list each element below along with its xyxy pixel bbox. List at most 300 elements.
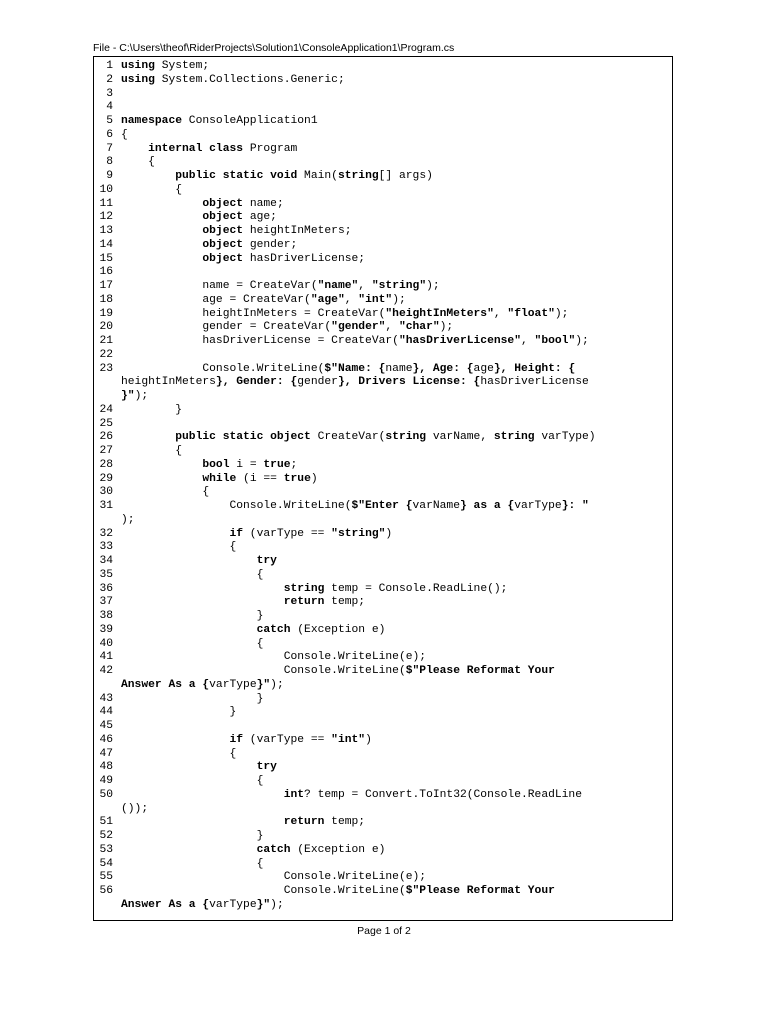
- line-code: [121, 74, 345, 88]
- code-token: Program: [243, 142, 298, 155]
- line-number: 13: [99, 225, 113, 237]
- string-token: "hasDriverLicense": [398, 335, 521, 347]
- keyword-token: string: [337, 170, 379, 182]
- code-token: {: [121, 747, 237, 760]
- keyword-token: public static object: [175, 431, 311, 444]
- code-line: [94, 514, 672, 528]
- code-token: CreateVar(: [310, 431, 386, 444]
- line-number: 50: [99, 788, 113, 801]
- file-path-header: File - C:\Users\theof\RiderProjects\Solution1\ConsoleApplication1\Program.cs: [93, 42, 455, 54]
- code-line: [94, 115, 672, 129]
- line-number: 35: [99, 568, 113, 581]
- code-line: [94, 418, 672, 432]
- string-token: $"Please Reformat Your: [405, 885, 555, 897]
- string-token: "int": [358, 293, 393, 306]
- line-number: 2: [106, 73, 113, 86]
- code-line: [94, 486, 672, 500]
- keyword-token: if: [229, 733, 244, 746]
- code-token: }: [121, 610, 264, 622]
- code-token: ;: [290, 458, 298, 471]
- code-line: [94, 528, 672, 542]
- code-line: [94, 541, 672, 555]
- string-token: "char": [398, 321, 440, 334]
- line-number: 41: [99, 651, 113, 664]
- keyword-token: public static void: [175, 170, 298, 182]
- keyword-token: return: [283, 596, 325, 609]
- line-code: [121, 143, 297, 157]
- code-token: (varType ==: [243, 733, 332, 746]
- code-line: [94, 431, 672, 445]
- code-token: );: [270, 898, 284, 911]
- keyword-token: true: [283, 472, 311, 485]
- string-token: }: ": [561, 500, 589, 512]
- line-number: 40: [99, 637, 113, 650]
- code-token: ,: [493, 307, 508, 320]
- line-code: [121, 500, 589, 514]
- line-code: [121, 486, 209, 500]
- line-code: [121, 569, 263, 583]
- code-token: temp;: [324, 596, 366, 609]
- line-code: [121, 225, 352, 239]
- code-token: [121, 239, 202, 251]
- keyword-token: object: [202, 238, 244, 251]
- line-code: [121, 789, 582, 803]
- keyword-token: string: [283, 582, 325, 595]
- string-token: "string": [331, 527, 386, 540]
- line-number: 32: [99, 527, 113, 540]
- line-number: 19: [99, 307, 113, 320]
- keyword-token: catch: [256, 623, 291, 636]
- code-line: [94, 844, 672, 858]
- line-number: 18: [99, 293, 113, 306]
- code-line: [94, 170, 672, 184]
- line-code: [121, 734, 372, 748]
- code-token: }: [121, 830, 264, 842]
- code-token: age = CreateVar(: [121, 293, 311, 306]
- code-token: name;: [243, 197, 284, 210]
- keyword-token: int: [283, 788, 305, 801]
- code-line: [94, 88, 672, 102]
- string-token: $"Enter {: [351, 500, 413, 512]
- line-number: 20: [99, 321, 113, 334]
- code-token: [121, 225, 202, 237]
- code-token: System;: [161, 60, 210, 72]
- line-code: [121, 253, 365, 267]
- line-code: [121, 390, 148, 404]
- line-number: 56: [99, 885, 113, 897]
- code-token: [121, 816, 284, 828]
- line-number: 55: [99, 871, 113, 884]
- line-code: [121, 321, 453, 335]
- code-token: {: [121, 156, 155, 169]
- string-token: }": [256, 898, 271, 911]
- line-code: [121, 376, 589, 390]
- code-line: [94, 239, 672, 253]
- line-code: [121, 885, 555, 899]
- code-token: {: [121, 486, 210, 499]
- string-token: $"Name: {: [324, 362, 386, 375]
- line-code: [121, 706, 236, 720]
- code-token: heightInMeters: [121, 376, 216, 389]
- string-token: Answer As a {: [121, 898, 210, 911]
- line-code: [121, 211, 277, 225]
- code-token: Console.WriteLine(: [121, 362, 325, 375]
- keyword-token: while: [202, 472, 237, 485]
- code-line: [94, 679, 672, 693]
- code-line: [94, 294, 672, 308]
- code-line: [94, 871, 672, 885]
- code-token: ,: [520, 335, 535, 347]
- string-token: "int": [331, 733, 366, 746]
- string-token: "name": [317, 280, 359, 292]
- line-number: 10: [99, 183, 113, 196]
- line-number: 53: [99, 843, 113, 856]
- string-token: "heightInMeters": [385, 307, 494, 320]
- line-code: [121, 363, 575, 377]
- line-code: [121, 638, 263, 652]
- string-token: }": [256, 678, 271, 691]
- line-number: 42: [99, 665, 113, 677]
- keyword-token: try: [256, 761, 277, 774]
- keyword-token: object: [202, 197, 244, 210]
- line-code: [121, 473, 318, 487]
- code-line: [94, 555, 672, 569]
- code-line: [94, 569, 672, 583]
- code-listing-frame: [93, 56, 673, 921]
- code-token: varType: [209, 898, 257, 911]
- line-code: [121, 528, 392, 542]
- code-token: Console.WriteLine(e);: [121, 651, 427, 664]
- code-token: ConsoleApplication1: [188, 115, 318, 127]
- code-token: gender = CreateVar(: [121, 321, 332, 334]
- line-code: [121, 871, 426, 885]
- code-token: [121, 789, 284, 801]
- line-code: [121, 858, 263, 872]
- code-line: [94, 734, 672, 748]
- line-number: 43: [99, 692, 113, 705]
- code-token: [] args): [378, 170, 433, 182]
- code-line: [94, 720, 672, 734]
- code-token: varName,: [426, 431, 494, 444]
- code-token: [121, 596, 284, 608]
- code-token: varType): [534, 431, 596, 444]
- code-token: Console.WriteLine(e);: [121, 871, 427, 884]
- code-line: [94, 693, 672, 707]
- code-line: [94, 473, 672, 487]
- code-token: ): [365, 733, 372, 746]
- code-token: {: [121, 541, 237, 554]
- line-number: 54: [99, 857, 113, 870]
- line-number: 34: [99, 555, 113, 567]
- keyword-token: catch: [256, 843, 291, 856]
- code-token: age;: [243, 211, 277, 224]
- code-token: [121, 734, 229, 746]
- string-token: }": [121, 390, 135, 402]
- code-token: [121, 143, 148, 155]
- code-token: [121, 583, 284, 595]
- code-token: ,: [344, 293, 359, 306]
- keyword-token: try: [256, 555, 277, 567]
- line-code: [121, 156, 155, 170]
- line-number: 1: [106, 60, 113, 72]
- line-code: [121, 844, 385, 858]
- code-token: Main(: [297, 170, 338, 182]
- string-token: }, Drivers License: {: [337, 376, 481, 389]
- code-line: [94, 266, 672, 280]
- code-token: gender: [297, 376, 338, 389]
- code-token: {: [121, 857, 264, 870]
- line-number: 16: [99, 266, 113, 279]
- line-code: [121, 294, 406, 308]
- line-code: [121, 280, 440, 294]
- line-code: [121, 596, 365, 610]
- string-token: }, Gender: {: [215, 376, 298, 389]
- code-line: [94, 280, 672, 294]
- keyword-token: bool: [202, 458, 230, 471]
- string-token: "float": [507, 307, 555, 320]
- code-token: ): [310, 472, 318, 485]
- line-number: 30: [99, 486, 113, 499]
- code-token: name: [385, 362, 413, 375]
- code-line: [94, 761, 672, 775]
- code-line: [94, 858, 672, 872]
- line-number: 14: [99, 238, 113, 251]
- code-listing: [94, 60, 672, 913]
- line-code: [121, 899, 284, 913]
- line-code: [121, 693, 263, 707]
- code-line: [94, 816, 672, 830]
- code-token: }: [121, 403, 183, 416]
- code-line: [94, 500, 672, 514]
- code-token: }: [121, 692, 264, 705]
- line-number: 17: [99, 280, 113, 292]
- line-code: [121, 583, 507, 597]
- line-code: [121, 404, 182, 418]
- line-code: [121, 679, 284, 693]
- code-line: [94, 225, 672, 239]
- line-number: 7: [106, 142, 113, 155]
- code-token: );: [392, 293, 406, 306]
- code-token: Console.WriteLine(: [121, 885, 406, 897]
- code-token: [121, 528, 229, 540]
- code-token: varType: [514, 500, 562, 512]
- code-token: );: [121, 513, 135, 526]
- code-token: (varType ==: [243, 527, 332, 540]
- code-token: {: [121, 637, 264, 650]
- code-line: [94, 184, 672, 198]
- keyword-token: true: [263, 458, 291, 471]
- code-token: [121, 431, 175, 443]
- code-line: [94, 885, 672, 899]
- code-token: varType: [209, 678, 257, 691]
- code-token: (i ==: [236, 472, 284, 485]
- line-number: 21: [99, 335, 113, 347]
- line-number: 22: [99, 348, 113, 361]
- code-line: [94, 198, 672, 212]
- code-line: [94, 74, 672, 88]
- code-token: {: [121, 445, 183, 457]
- keyword-token: using: [121, 73, 155, 86]
- code-token: [121, 459, 202, 471]
- code-token: [121, 844, 257, 856]
- string-token: "bool": [534, 335, 576, 347]
- line-number: 29: [99, 472, 113, 485]
- code-line: [94, 390, 672, 404]
- code-line: [94, 211, 672, 225]
- line-code: [121, 748, 236, 762]
- line-code: [121, 198, 284, 212]
- line-code: [121, 445, 182, 459]
- string-token: } as a {: [459, 500, 515, 512]
- line-number: 23: [99, 362, 113, 375]
- code-line: [94, 789, 672, 803]
- code-token: );: [270, 678, 284, 691]
- line-number: 6: [106, 128, 113, 141]
- code-token: );: [575, 335, 589, 347]
- code-token: i =: [229, 458, 264, 471]
- code-line: [94, 638, 672, 652]
- code-token: heightInMeters;: [243, 225, 352, 237]
- line-number: 31: [99, 500, 113, 512]
- line-number: 3: [106, 87, 113, 100]
- line-number: 39: [99, 623, 113, 636]
- line-number: 48: [99, 761, 113, 774]
- code-line: [94, 129, 672, 143]
- line-code: [121, 431, 596, 445]
- code-line: [94, 60, 672, 74]
- line-code: [121, 624, 385, 638]
- keyword-token: object: [202, 211, 244, 224]
- string-token: Answer As a {: [121, 678, 210, 691]
- line-number: 9: [106, 170, 113, 182]
- code-token: hasDriverLicense: [480, 376, 589, 389]
- code-token: ());: [121, 802, 149, 815]
- code-line: [94, 321, 672, 335]
- string-token: "gender": [331, 321, 386, 334]
- keyword-token: if: [229, 527, 244, 540]
- code-token: (Exception e): [290, 623, 386, 636]
- code-line: [94, 101, 672, 115]
- code-token: );: [426, 280, 440, 292]
- line-number: 24: [99, 403, 113, 416]
- code-line: [94, 404, 672, 418]
- line-number: 4: [106, 101, 113, 114]
- keyword-token: string: [493, 431, 535, 444]
- code-token: age: [473, 362, 494, 375]
- line-code: [121, 60, 209, 74]
- code-token: ? temp = Convert.ToInt32(Console.ReadLine: [304, 788, 582, 801]
- keyword-token: string: [385, 431, 427, 444]
- code-line: [94, 803, 672, 817]
- code-line: [94, 459, 672, 473]
- code-token: temp;: [324, 816, 366, 829]
- code-line: [94, 363, 672, 377]
- line-number: 8: [106, 156, 113, 169]
- code-token: hasDriverLicense = CreateVar(: [121, 335, 399, 347]
- code-token: ,: [358, 280, 372, 292]
- code-token: gender;: [243, 238, 298, 251]
- line-code: [121, 514, 135, 528]
- code-line: [94, 899, 672, 913]
- line-code: [121, 555, 277, 569]
- code-line: [94, 706, 672, 720]
- line-code: [121, 115, 318, 129]
- line-number: 38: [99, 610, 113, 622]
- code-token: varName: [412, 500, 460, 512]
- code-line: [94, 335, 672, 349]
- keyword-token: using: [121, 60, 155, 72]
- line-code: [121, 541, 236, 555]
- code-token: Console.WriteLine(: [121, 665, 406, 677]
- line-number: 27: [99, 445, 113, 457]
- line-code: [121, 308, 568, 322]
- line-number: 52: [99, 830, 113, 842]
- code-line: [94, 445, 672, 459]
- line-code: [121, 651, 426, 665]
- code-line: [94, 665, 672, 679]
- keyword-token: object: [202, 252, 244, 265]
- line-code: [121, 129, 128, 143]
- code-token: System.Collections.Generic;: [161, 73, 345, 86]
- code-token: [121, 473, 202, 485]
- line-code: [121, 665, 555, 679]
- line-number: 28: [99, 458, 113, 471]
- code-token: [121, 170, 175, 182]
- line-code: [121, 459, 297, 473]
- code-token: (Exception e): [290, 843, 386, 856]
- string-token: }, Height: {: [493, 362, 576, 375]
- code-line: [94, 156, 672, 170]
- code-token: );: [134, 390, 149, 402]
- code-line: [94, 349, 672, 363]
- line-code: [121, 830, 263, 844]
- line-number: 15: [99, 252, 113, 265]
- code-line: [94, 583, 672, 597]
- line-code: [121, 170, 433, 184]
- code-line: [94, 376, 672, 390]
- code-line: [94, 308, 672, 322]
- line-number: 33: [99, 541, 113, 554]
- code-token: ): [385, 527, 393, 540]
- line-number: 37: [99, 596, 113, 609]
- line-code: [121, 610, 263, 624]
- line-number: 11: [99, 197, 113, 210]
- code-token: }: [121, 706, 237, 719]
- line-number: 47: [99, 747, 113, 760]
- string-token: }, Age: {: [412, 362, 474, 375]
- code-line: [94, 775, 672, 789]
- line-code: [121, 775, 263, 789]
- code-token: [121, 761, 257, 773]
- string-token: "age": [310, 293, 345, 306]
- line-number: 45: [99, 720, 113, 732]
- string-token: $"Please Reformat Your: [405, 665, 555, 677]
- code-token: );: [554, 307, 569, 320]
- line-code: [121, 335, 589, 349]
- code-token: [121, 555, 257, 567]
- code-line: [94, 143, 672, 157]
- code-token: [121, 624, 257, 636]
- code-token: {: [121, 183, 183, 196]
- code-line: [94, 830, 672, 844]
- line-code: [121, 803, 148, 817]
- code-token: [121, 253, 202, 265]
- line-number: 46: [99, 733, 113, 746]
- line-code: [121, 816, 365, 830]
- line-number: 49: [99, 775, 113, 787]
- line-number: 5: [106, 115, 113, 127]
- code-token: {: [121, 128, 128, 141]
